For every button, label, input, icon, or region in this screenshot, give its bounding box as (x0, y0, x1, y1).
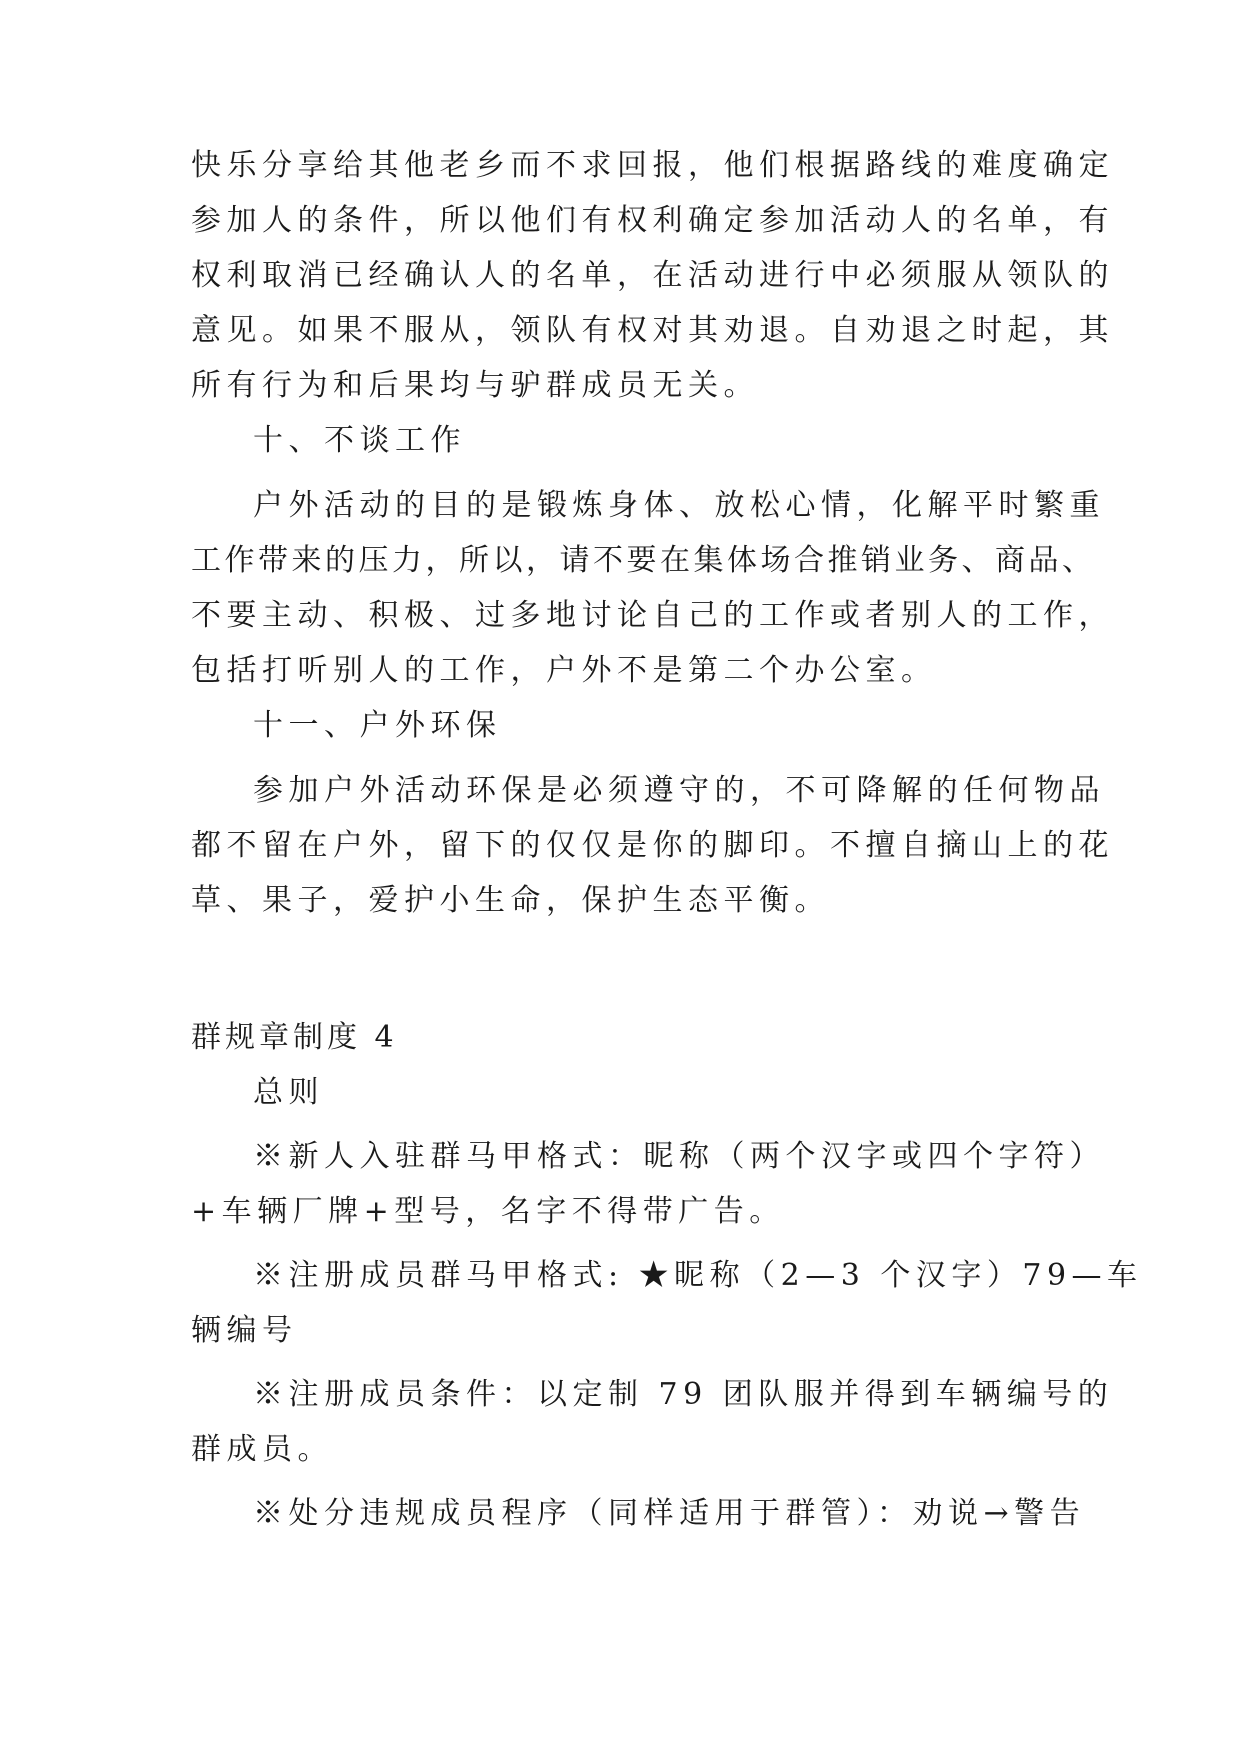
body-text-line: 权利取消已经确认人的名单，在活动进行中必须服从领队的 (191, 258, 1114, 293)
section-heading: 总则 (253, 1075, 324, 1110)
section-heading: 十、不谈工作 (253, 423, 466, 458)
body-text-line: 户外活动的目的是锻炼身体、放松心情，化解平时繁重 (253, 488, 1105, 523)
rule-text-line: 辆编号 (191, 1313, 298, 1348)
rule-text-line: ※新人入驻群马甲格式：昵称（两个汉字或四个字符） (253, 1139, 1105, 1174)
body-text-line: 不要主动、积极、过多地讨论自己的工作或者别人的工作， (191, 598, 1114, 633)
rule-text-line: ※注册成员条件：以定制 79 团队服并得到车辆编号的 (253, 1377, 1114, 1412)
rule-text-line: ※注册成员群马甲格式: ★昵称（2—3 个汉字）79—车 (253, 1258, 1143, 1293)
body-text-line: 都不留在户外，留下的仅仅是你的脚印。不擅自摘山上的花 (191, 828, 1114, 863)
body-text-line: 意见。如果不服从，领队有权对其劝退。自劝退之时起，其 (191, 313, 1114, 348)
rule-text-line: 群成员。 (191, 1432, 333, 1467)
rule-text-line: ※处分违规成员程序（同样适用于群管）：劝说→警告 (253, 1496, 1086, 1531)
body-text-line: 草、果子，爱护小生命，保护生态平衡。 (191, 883, 830, 918)
body-text-line: 工作带来的压力，所以，请不要在集体场合推销业务、商品、 (191, 543, 1096, 578)
rule-text-line: +车辆厂牌+型号，名字不得带广告。 (191, 1194, 785, 1229)
body-text-line: 参加户外活动环保是必须遵守的，不可降解的任何物品 (253, 773, 1105, 808)
body-text-line: 快乐分享给其他老乡而不求回报，他们根据路线的难度确定 (191, 148, 1114, 183)
document-section-title: 群规章制度 4 (191, 1020, 398, 1055)
body-text-line: 包括打听别人的工作，户外不是第二个办公室。 (191, 653, 937, 688)
body-text-line: 所有行为和后果均与驴群成员无关。 (191, 368, 759, 403)
section-heading: 十一、户外环保 (253, 708, 502, 743)
body-text-line: 参加人的条件，所以他们有权利确定参加活动人的名单，有 (191, 203, 1114, 238)
